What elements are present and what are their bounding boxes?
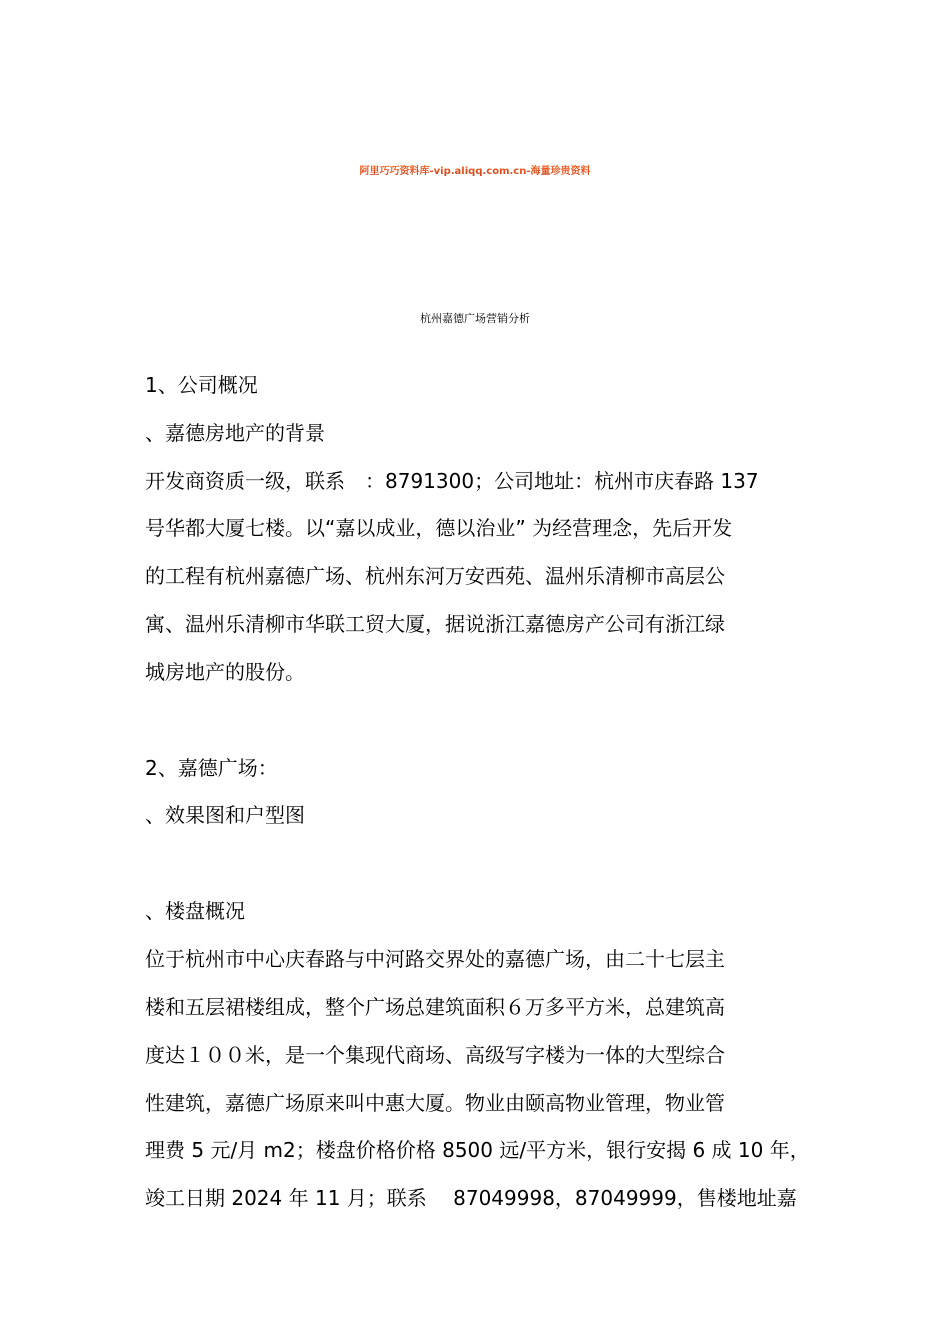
- paragraph-line: 理费 5 元/月 m2；楼盘价格价格 8500 远/平方米，银行安揭 6 成 10 年，: [145, 1138, 810, 1162]
- paragraph-line: 度达１００米，是一个集现代商场、高级写字楼为一体的大型综合: [145, 1043, 725, 1067]
- paragraph-line: 竣工日期 2024 年 11 月；联系 87049998，87049999，售楼地址嘉: [145, 1186, 797, 1210]
- paragraph-line: 号华都大厦七楼。以“嘉以成业，德以治业” 为经营理念，先后开发: [145, 516, 733, 540]
- paragraph-line: 开发商资质一级，联系 ：8791300；公司地址：杭州市庆春路 137: [145, 469, 759, 493]
- paragraph-line: 楼和五层裙楼组成，整个广场总建筑面积６万多平方米，总建筑高: [145, 995, 725, 1019]
- subsection-heading-renderings: 、效果图和户型图: [145, 803, 305, 827]
- paragraph-line: 位于杭州市中心庆春路与中河路交界处的嘉德广场，由二十七层主: [145, 947, 725, 971]
- paragraph-line: 的工程有杭州嘉德广场、杭州东河万安西苑、温州乐清柳市高层公: [145, 564, 725, 588]
- paragraph-line: 性建筑，嘉德广场原来叫中惠大厦。物业由颐高物业管理，物业管: [145, 1091, 725, 1115]
- paragraph-line: 城房地产的股份。: [145, 660, 305, 684]
- subsection-heading-background: 、嘉德房地产的背景: [145, 421, 325, 445]
- page-title: 杭州嘉德广场营销分析: [420, 312, 530, 325]
- watermark-banner[interactable]: 阿里巧巧资料库-vip.aliqq.com.cn-海量珍贵资料: [0, 162, 950, 177]
- subsection-heading-property-overview: 、楼盘概况: [145, 899, 245, 923]
- section-heading-company-overview: 1、公司概况: [145, 373, 258, 397]
- paragraph-line: 寓、温州乐清柳市华联工贸大厦，据说浙江嘉德房产公司有浙江绿: [145, 612, 725, 636]
- section-heading-jiade-plaza: 2、嘉德广场：: [145, 756, 278, 780]
